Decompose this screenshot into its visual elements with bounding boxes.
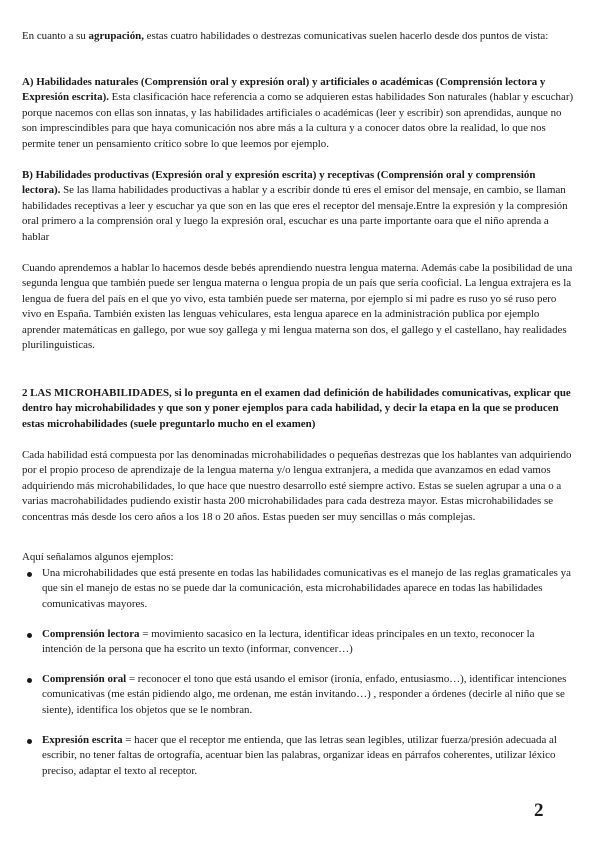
section-b-paragraph	[22, 168, 575, 245]
list-item-text: = hacer que el receptor me entienda, que las letras sean legibles, utilizar fuerza/presión adecuada al escribir, no tener faltas de ortografía, acentuar bien las palabras, organizar ideas en párrafos coherentes, utilizar léxico preciso, adaptar el texto al receptor.	[42, 734, 557, 777]
section-b-title: B) Habilidades productivas (Expresión oral y expresión escrita) y receptivas (Comprensión oral y comprensión lectora).	[22, 169, 536, 197]
examples-list	[22, 672, 577, 718]
list-item	[22, 566, 577, 612]
intro-text: En cuanto a su	[22, 30, 89, 42]
page-number: 2	[534, 800, 544, 821]
intro-bold-term: agrupación,	[88, 30, 144, 42]
list-item-term: Comprensión lectora	[42, 628, 140, 640]
list-item-term: Expresión escrita	[42, 734, 123, 746]
section-a-body: Esta clasificación hace referencia a como se adquieren estas habilidades Son naturales (hablar y escuchar) porque nacemos con ellas son innatas, y las habilidades artificiales o académicas (leer y escribir) son aprendidas, aunque no son imprescindibles para que haya comunicación nos abre más a la cultura y a conocer datos obre la realidad, lo que nos permite tener un pensamiento crítico sobre lo que leemos por ejemplo.	[22, 91, 574, 150]
intro-paragraph	[22, 29, 575, 44]
list-item	[22, 627, 577, 658]
bullet-icon	[27, 678, 32, 683]
section-a-paragraph	[22, 75, 575, 152]
microhabilidades-paragraph: Cada habilidad está compuesta por las denominadas microhabilidades o pequeñas destrezas que los hablantes van adquiriendo por el propio proceso de aprendizaje de la lengua materna y/o lengua extranjera, a medida que avanzamos en edad vamos adquiriendo más microhabilidades, lo que hace que nuestro desarrollo esté siempre activo. Estas se suelen agrupar a una o a varias macrohabilidades pudiendo existir hasta 200 microhabilidades para cada destreza mayor. Estas microhabilidades se concentras más desde los cero años a los 18 o 20 años. Estas pueden ser muy sencillas o más complejas.	[22, 449, 572, 523]
examples-intro: Aquí señalamos algunos ejemplos:	[22, 551, 174, 563]
microhabilidades-heading: 2 LAS MICROHABILIDADES, si lo pregunta en el examen dad definición de habilidades comunicativas, explicar que dentro hay microhabilidades y que son y poner ejemplos para cada habilidad, y decir la etapa en la que se producen estas microhabilidades (suele preguntarlo mucho en el examen)	[22, 387, 571, 430]
list-item-text: Una microhabilidades que está presente en todas las habilidades comunicativas es el manejo de las reglas gramaticales ya que sin el manejo de estas no se puede dar la comunicación, esta microhabilidades aparece en todas las habilidades comunicativas mayores.	[42, 567, 571, 610]
list-item-text: = reconocer el tono que está usando el emisor (ironía, enfado, entusiasmo…), identificar intenciones comunicativas (me están pidiendo algo, me ordenan, me están invitando…) , responder a órdenes (decirle al niño que se siente), identifica los objetos que se le nombran.	[42, 673, 567, 716]
list-item-term: Comprensión oral	[42, 673, 127, 685]
examples-list	[22, 627, 577, 658]
section-a-title: A) Habilidades naturales (Comprensión oral y expresión oral) y artificiales o académicas (Comprensión lectora y Expresión escrita).	[22, 76, 546, 104]
lengua-paragraph: Cuando aprendemos a hablar lo hacemos desde bebés aprendiendo nuestra lengua materna. Además cabe la posibilidad de una segunda lengua que también puede ser lengua materna o lengua propia de un país que sería cooficial. La lengua extrajera es la lengua de fuera del país en el que yo vivo, esta también puede ser materna, por ejemplo si mi padre es ruso yo sé ruso pero vivo en España. También existen las lenguas vehiculares, esta lengua aparece en la administración publica por ejemplo aprender matemáticas en gallego, por wue soy gallega y mi lengua materna son dos, el gallego y el castellano, hay realidades plurilinguisticas.	[22, 262, 573, 352]
intro-text-rest: estas cuatro habilidades o destrezas comunicativas suelen hacerlo desde dos puntos de vista:	[143, 30, 549, 42]
section-b-body: Se las llama habilidades productivas a hablar y a escribir donde tú eres el emisor del mensaje, en cambio, se llaman habilidades receptivas a leer y escuchar ya que son en las que eres el receptor del mensaje.Entre la expresión y la compresión oral primero a la comprensión oral y luego la expresión oral, escuchar es una parte importante oara que el niño aprenda a hablar	[22, 184, 568, 243]
list-item	[22, 672, 577, 718]
list-item	[22, 733, 577, 779]
examples-list	[22, 733, 577, 779]
list-item-text: = movimiento sacasico en la lectura, identificar ideas principales en un texto, reconocer la intención de la persona que ha escrito un texto (informar, convencer…)	[42, 628, 535, 656]
bullet-icon	[27, 633, 32, 638]
bullet-icon	[27, 572, 32, 577]
bullet-icon	[27, 739, 32, 744]
examples-list	[22, 566, 577, 612]
